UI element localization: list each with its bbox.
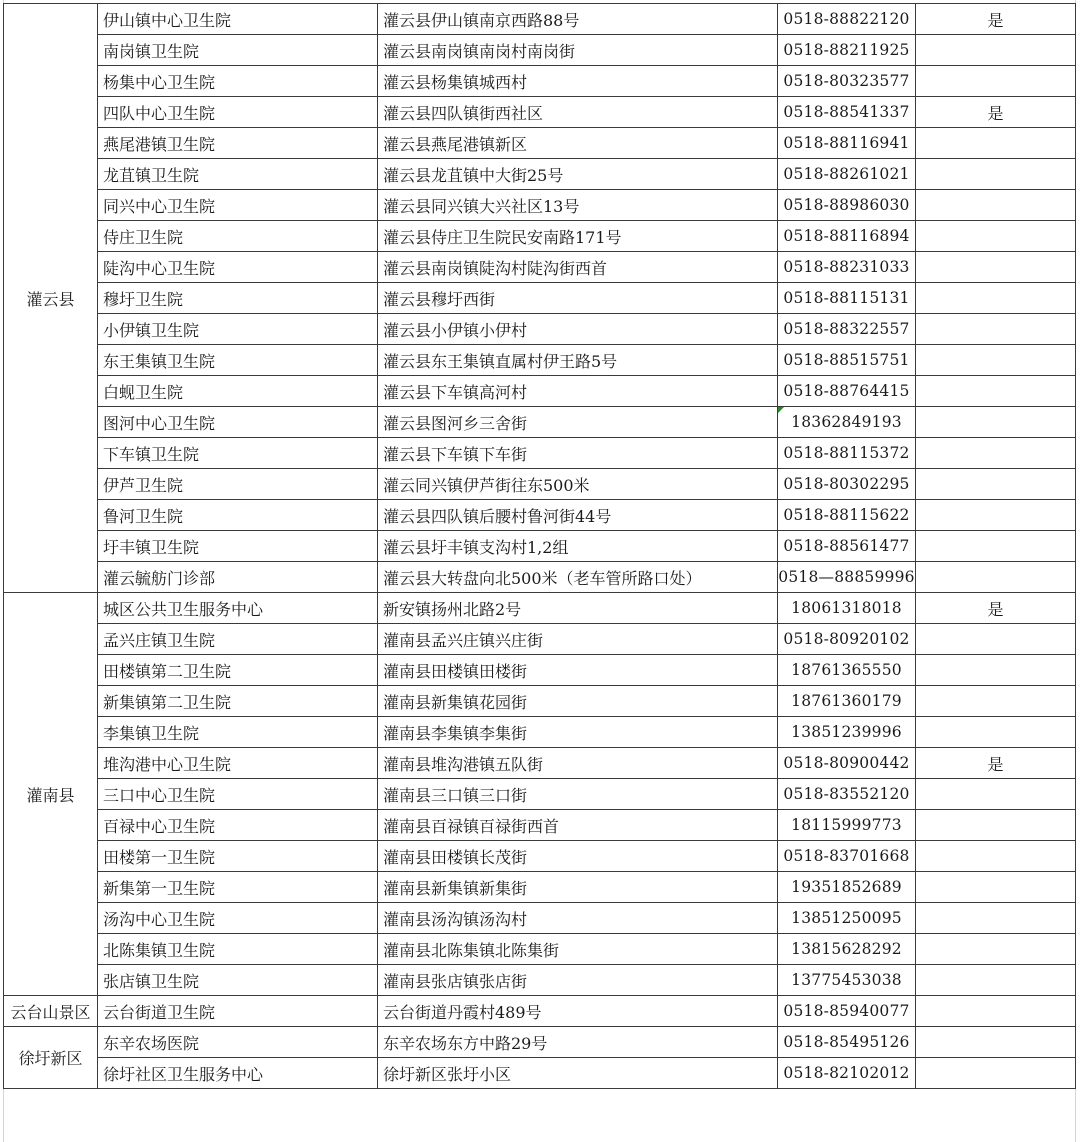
address-cell[interactable]	[378, 624, 778, 655]
clinic-name-cell-text: 白蚬卫生院	[103, 382, 184, 402]
address-cell[interactable]	[378, 500, 778, 531]
clinic-name-cell-text: 孟兴庄镇卫生院	[103, 630, 216, 650]
table-row	[4, 66, 1076, 97]
address-cell[interactable]	[378, 221, 778, 252]
address-cell-text: 灌云县下车镇下车街	[383, 444, 528, 464]
phone-cell-text: 0518-88116894	[783, 227, 910, 245]
table-row	[4, 872, 1076, 903]
table-row	[4, 655, 1076, 686]
address-cell[interactable]	[378, 376, 778, 407]
phone-cell[interactable]	[778, 593, 916, 624]
address-cell-text: 灌云县图河乡三舍街	[383, 413, 528, 433]
phone-cell[interactable]	[778, 376, 916, 407]
clinic-name-cell-text: 百禄中心卫生院	[103, 816, 216, 836]
table-row	[4, 686, 1076, 717]
clinic-name-cell-text: 龙苴镇卫生院	[103, 165, 200, 185]
designated-flag-cell[interactable]	[916, 4, 1076, 35]
address-cell-text: 灌云县四队镇后腰村鲁河街44号	[383, 506, 612, 526]
designated-flag-cell[interactable]	[916, 934, 1076, 965]
table-row	[4, 593, 1076, 624]
address-cell[interactable]	[378, 283, 778, 314]
phone-cell[interactable]	[778, 562, 916, 593]
address-cell-text: 灌南县孟兴庄镇兴庄街	[383, 630, 544, 650]
phone-cell-text: 13851250095	[791, 909, 902, 927]
phone-cell-text: 0518-88115622	[783, 506, 910, 524]
address-cell-text: 灌南县新集镇花园街	[383, 692, 528, 712]
phone-cell-text: 0518-88116941	[783, 134, 910, 152]
table-row	[4, 531, 1076, 562]
clinic-name-cell-text: 伊山镇中心卫生院	[103, 10, 232, 30]
phone-cell[interactable]	[778, 252, 916, 283]
designated-flag-cell[interactable]	[916, 841, 1076, 872]
clinic-name-cell[interactable]	[98, 841, 378, 872]
clinic-name-cell-text: 燕尾港镇卫生院	[103, 134, 216, 154]
address-cell-text: 灌云县小伊镇小伊村	[383, 320, 528, 340]
designated-flag-cell[interactable]	[916, 283, 1076, 314]
clinic-name-cell-text: 云台街道卫生院	[103, 1002, 216, 1022]
designated-flag-cell[interactable]	[916, 469, 1076, 500]
designated-flag-cell[interactable]	[916, 159, 1076, 190]
address-cell-text: 灌云县燕尾港镇新区	[383, 134, 528, 154]
table-row	[4, 314, 1076, 345]
address-cell-text: 徐圩新区张圩小区	[383, 1064, 512, 1084]
address-cell-text: 灌云县同兴镇大兴社区13号	[383, 196, 580, 216]
phone-cell-text: 18115999773	[791, 816, 902, 834]
empty-row-strip	[0, 1131, 1080, 1142]
address-cell-text: 灌南县百禄镇百禄街西首	[383, 816, 560, 836]
address-cell-text: 灌南县田楼镇长茂街	[383, 847, 528, 867]
designated-flag-cell[interactable]	[916, 221, 1076, 252]
clinic-name-cell[interactable]	[98, 996, 378, 1027]
clinic-name-cell[interactable]	[98, 686, 378, 717]
table-row	[4, 97, 1076, 128]
clinic-name-cell-text: 灌云毓舫门诊部	[103, 568, 216, 588]
clinic-name-cell-text: 侍庄卫生院	[103, 227, 184, 247]
phone-cell-text: 0518-88115131	[783, 289, 910, 307]
address-cell[interactable]	[378, 965, 778, 996]
clinic-name-cell[interactable]	[98, 655, 378, 686]
phone-cell-text: 0518-88322557	[783, 320, 910, 338]
table-row	[4, 438, 1076, 469]
address-cell[interactable]	[378, 810, 778, 841]
address-cell-text: 新安镇扬州北路2号	[383, 599, 522, 619]
phone-cell[interactable]	[778, 407, 916, 438]
phone-cell[interactable]	[778, 1027, 916, 1058]
table-row	[4, 283, 1076, 314]
clinic-name-cell-text: 下车镇卫生院	[103, 444, 200, 464]
address-cell[interactable]	[378, 469, 778, 500]
address-cell-text: 灌云县下车镇高河村	[383, 382, 528, 402]
address-cell-text: 灌南县田楼镇田楼街	[383, 661, 528, 681]
designated-flag-cell[interactable]	[916, 438, 1076, 469]
address-cell[interactable]	[378, 841, 778, 872]
phone-cell-text: 0518-80323577	[783, 72, 910, 90]
designated-flag-cell-text: 是	[987, 10, 1004, 30]
clinic-name-cell[interactable]	[98, 314, 378, 345]
phone-cell-text: 0518-88541337	[783, 103, 910, 121]
phone-cell-text: 0518—88859996	[778, 568, 915, 586]
clinic-name-cell[interactable]	[98, 903, 378, 934]
clinic-name-cell-text: 陡沟中心卫生院	[103, 258, 216, 278]
clinic-name-cell[interactable]	[98, 4, 378, 35]
phone-cell[interactable]	[778, 903, 916, 934]
designated-flag-cell[interactable]	[916, 593, 1076, 624]
clinic-name-cell[interactable]	[98, 190, 378, 221]
designated-flag-cell[interactable]	[916, 1027, 1076, 1058]
phone-cell[interactable]	[778, 128, 916, 159]
phone-cell-text: 0518-88986030	[783, 196, 910, 214]
phone-cell-text: 0518-85495126	[783, 1033, 910, 1051]
phone-cell[interactable]	[778, 283, 916, 314]
clinic-name-cell-text: 新集镇第二卫生院	[103, 692, 232, 712]
address-cell[interactable]	[378, 872, 778, 903]
clinic-name-cell-text: 鲁河卫生院	[103, 506, 184, 526]
clinic-name-cell[interactable]	[98, 934, 378, 965]
phone-cell[interactable]	[778, 35, 916, 66]
phone-cell-text: 18061318018	[791, 599, 902, 617]
clinic-name-cell[interactable]	[98, 717, 378, 748]
address-cell[interactable]	[378, 438, 778, 469]
clinic-name-cell[interactable]	[98, 97, 378, 128]
table-row	[4, 1058, 1076, 1089]
phone-cell[interactable]	[778, 686, 916, 717]
address-cell[interactable]	[378, 345, 778, 376]
clinic-name-cell[interactable]	[98, 221, 378, 252]
clinic-name-cell-text: 三口中心卫生院	[103, 785, 216, 805]
phone-cell[interactable]	[778, 624, 916, 655]
clinic-name-cell-text: 徐圩社区卫生服务中心	[103, 1064, 264, 1084]
address-cell[interactable]	[378, 903, 778, 934]
phone-cell[interactable]	[778, 314, 916, 345]
designated-flag-cell-text: 是	[987, 754, 1004, 774]
clinic-name-cell[interactable]	[98, 159, 378, 190]
address-cell[interactable]	[378, 593, 778, 624]
clinic-name-cell-text: 南岗镇卫生院	[103, 41, 200, 61]
address-cell-text: 灌南县三口镇三口街	[383, 785, 528, 805]
phone-cell-text: 0518-88515751	[783, 351, 910, 369]
phone-cell[interactable]	[778, 965, 916, 996]
designated-flag-cell[interactable]	[916, 407, 1076, 438]
phone-cell-text: 18761360179	[791, 692, 902, 710]
clinic-name-cell-text: 穆圩卫生院	[103, 289, 184, 309]
designated-flag-cell[interactable]	[916, 1058, 1076, 1089]
table-row	[4, 965, 1076, 996]
designated-flag-cell[interactable]	[916, 965, 1076, 996]
address-cell[interactable]	[378, 562, 778, 593]
address-cell[interactable]	[378, 190, 778, 221]
table-row	[4, 407, 1076, 438]
address-cell-text: 灌云县杨集镇城西村	[383, 72, 528, 92]
phone-cell[interactable]	[778, 1058, 916, 1089]
clinic-name-cell[interactable]	[98, 593, 378, 624]
phone-cell-text: 0518-82102012	[783, 1064, 910, 1082]
phone-cell-text: 19351852689	[791, 878, 902, 896]
district-cell[interactable]: 云台山景区	[4, 996, 98, 1027]
phone-cell[interactable]	[778, 345, 916, 376]
clinic-name-cell[interactable]	[98, 965, 378, 996]
phone-cell-text: 0518-88211925	[783, 41, 910, 59]
district-cell[interactable]: 灌南县	[4, 593, 98, 996]
table-row	[4, 190, 1076, 221]
clinic-name-cell[interactable]	[98, 748, 378, 779]
clinic-name-cell[interactable]	[98, 469, 378, 500]
address-cell[interactable]	[378, 159, 778, 190]
designated-flag-cell-text: 是	[987, 103, 1004, 123]
table-row	[4, 469, 1076, 500]
address-cell[interactable]	[378, 35, 778, 66]
table-row	[4, 376, 1076, 407]
table-row	[4, 841, 1076, 872]
number-as-text-warning-icon[interactable]	[778, 407, 784, 413]
phone-cell[interactable]	[778, 438, 916, 469]
phone-cell[interactable]	[778, 779, 916, 810]
clinic-name-cell[interactable]	[98, 66, 378, 97]
table-row	[4, 4, 1076, 35]
address-cell-text: 灌云县四队镇街西社区	[383, 103, 544, 123]
address-cell-text: 灌南县堆沟港镇五队街	[383, 754, 544, 774]
designated-flag-cell[interactable]	[916, 562, 1076, 593]
address-cell-text: 灌南县张店镇张店街	[383, 971, 528, 991]
address-cell[interactable]	[378, 66, 778, 97]
address-cell-text: 灌云同兴镇伊芦街往东500米	[383, 475, 590, 495]
address-cell[interactable]	[378, 1058, 778, 1089]
address-cell-text: 灌南县北陈集镇北陈集街	[383, 940, 560, 960]
table-row	[4, 221, 1076, 252]
address-cell[interactable]	[378, 1027, 778, 1058]
clinic-name-cell-text: 北陈集镇卫生院	[103, 940, 216, 960]
clinic-name-cell[interactable]	[98, 500, 378, 531]
table-row	[4, 159, 1076, 190]
phone-cell-text: 18362849193	[791, 413, 902, 431]
phone-cell[interactable]	[778, 190, 916, 221]
table-row	[4, 35, 1076, 66]
address-cell[interactable]	[378, 655, 778, 686]
table-row	[4, 252, 1076, 283]
designated-flag-cell[interactable]	[916, 345, 1076, 376]
clinic-name-cell[interactable]	[98, 531, 378, 562]
phone-cell-text: 13851239996	[791, 723, 902, 741]
clinic-name-cell[interactable]	[98, 810, 378, 841]
phone-cell[interactable]	[778, 97, 916, 128]
designated-flag-cell[interactable]	[916, 624, 1076, 655]
clinic-name-cell-text: 同兴中心卫生院	[103, 196, 216, 216]
clinic-name-cell[interactable]	[98, 872, 378, 903]
designated-flag-cell[interactable]	[916, 97, 1076, 128]
phone-cell[interactable]	[778, 469, 916, 500]
phone-cell-text: 0518-88115372	[783, 444, 910, 462]
address-cell[interactable]	[378, 996, 778, 1027]
designated-flag-cell[interactable]	[916, 66, 1076, 97]
table-row	[4, 624, 1076, 655]
address-cell-text: 灌云县穆圩西街	[383, 289, 496, 309]
clinic-name-cell-text: 李集镇卫生院	[103, 723, 200, 743]
address-cell[interactable]	[378, 97, 778, 128]
address-cell-text: 灌云县南岗镇南岗村南岗街	[383, 41, 576, 61]
phone-cell[interactable]	[778, 159, 916, 190]
clinic-name-cell[interactable]	[98, 562, 378, 593]
table-row	[4, 500, 1076, 531]
clinic-name-cell[interactable]	[98, 128, 378, 159]
designated-flag-cell-text: 是	[987, 599, 1004, 619]
phone-cell[interactable]	[778, 4, 916, 35]
clinic-name-cell-text: 伊芦卫生院	[103, 475, 184, 495]
address-cell-text: 灌云县伊山镇南京西路88号	[383, 10, 580, 30]
designated-flag-cell[interactable]	[916, 376, 1076, 407]
table-row	[4, 128, 1076, 159]
table-row	[4, 748, 1076, 779]
phone-cell[interactable]	[778, 996, 916, 1027]
phone-cell-text: 13775453038	[791, 971, 902, 989]
clinic-name-cell-text: 田楼第一卫生院	[103, 847, 216, 867]
clinic-name-cell[interactable]	[98, 624, 378, 655]
designated-flag-cell[interactable]	[916, 717, 1076, 748]
clinic-table	[3, 3, 1076, 1089]
designated-flag-cell[interactable]	[916, 903, 1076, 934]
designated-flag-cell[interactable]	[916, 531, 1076, 562]
designated-flag-cell[interactable]	[916, 996, 1076, 1027]
clinic-name-cell[interactable]	[98, 252, 378, 283]
phone-cell-text: 13815628292	[791, 940, 902, 958]
designated-flag-cell[interactable]	[916, 872, 1076, 903]
designated-flag-cell[interactable]	[916, 35, 1076, 66]
clinic-name-cell[interactable]	[98, 283, 378, 314]
address-cell-text: 灌云县大转盘向北500米（老车管所路口处）	[383, 568, 702, 588]
clinic-name-cell-text: 张店镇卫生院	[103, 971, 200, 991]
phone-cell-text: 0518-80900442	[783, 754, 910, 772]
phone-cell-text: 0518-80920102	[783, 630, 910, 648]
address-cell[interactable]	[378, 779, 778, 810]
phone-cell[interactable]	[778, 810, 916, 841]
clinic-name-cell-text: 东王集镇卫生院	[103, 351, 216, 371]
phone-cell[interactable]	[778, 841, 916, 872]
address-cell-text: 灌南县汤沟镇汤沟村	[383, 909, 528, 929]
address-cell[interactable]	[378, 407, 778, 438]
clinic-name-cell[interactable]	[98, 345, 378, 376]
clinic-name-cell-text: 城区公共卫生服务中心	[103, 599, 264, 619]
district-cell[interactable]: 徐圩新区	[4, 1027, 98, 1089]
phone-cell[interactable]	[778, 500, 916, 531]
clinic-name-cell-text: 新集第一卫生院	[103, 878, 216, 898]
designated-flag-cell[interactable]	[916, 500, 1076, 531]
phone-cell-text: 0518-80302295	[783, 475, 910, 493]
designated-flag-cell[interactable]	[916, 686, 1076, 717]
clinic-table-body	[4, 4, 1076, 1089]
designated-flag-cell[interactable]	[916, 252, 1076, 283]
address-cell[interactable]	[378, 686, 778, 717]
clinic-name-cell-text: 东辛农场医院	[103, 1033, 200, 1053]
designated-flag-cell[interactable]	[916, 748, 1076, 779]
clinic-name-cell[interactable]	[98, 35, 378, 66]
table-row	[4, 996, 1076, 1027]
designated-flag-cell[interactable]	[916, 810, 1076, 841]
phone-cell-text: 0518-83552120	[783, 785, 910, 803]
address-cell-text: 灌云县圩丰镇支沟村1,2组	[383, 537, 569, 557]
clinic-name-cell[interactable]	[98, 1027, 378, 1058]
address-cell[interactable]	[378, 531, 778, 562]
phone-cell-text: 0518-88764415	[783, 382, 910, 400]
designated-flag-cell[interactable]	[916, 655, 1076, 686]
designated-flag-cell[interactable]	[916, 128, 1076, 159]
table-row	[4, 903, 1076, 934]
clinic-name-cell-text: 田楼镇第二卫生院	[103, 661, 232, 681]
address-cell[interactable]	[378, 252, 778, 283]
clinic-name-cell-text: 汤沟中心卫生院	[103, 909, 216, 929]
clinic-name-cell-text: 堆沟港中心卫生院	[103, 754, 232, 774]
phone-cell-text: 0518-85940077	[783, 1002, 910, 1020]
clinic-name-cell[interactable]	[98, 1058, 378, 1089]
clinic-name-cell-text: 四队中心卫生院	[103, 103, 216, 123]
table-row	[4, 1027, 1076, 1058]
table-row	[4, 562, 1076, 593]
phone-cell[interactable]	[778, 655, 916, 686]
table-row	[4, 717, 1076, 748]
clinic-name-cell[interactable]	[98, 407, 378, 438]
clinic-name-cell[interactable]	[98, 779, 378, 810]
table-row	[4, 810, 1076, 841]
table-row	[4, 779, 1076, 810]
address-cell-text: 灌南县新集镇新集街	[383, 878, 528, 898]
phone-cell-text: 0518-88261021	[783, 165, 910, 183]
phone-cell[interactable]	[778, 934, 916, 965]
address-cell[interactable]	[378, 128, 778, 159]
address-cell[interactable]	[378, 748, 778, 779]
phone-cell[interactable]	[778, 221, 916, 252]
clinic-name-cell-text: 图河中心卫生院	[103, 413, 216, 433]
table-row	[4, 934, 1076, 965]
district-cell[interactable]: 灌云县	[4, 4, 98, 593]
phone-cell-text: 0518-88822120	[783, 10, 910, 28]
address-cell-text: 东辛农场东方中路29号	[383, 1033, 548, 1053]
address-cell-text: 灌云县东王集镇直属村伊王路5号	[383, 351, 618, 371]
address-cell-text: 灌南县李集镇李集街	[383, 723, 528, 743]
phone-cell[interactable]	[778, 66, 916, 97]
phone-cell[interactable]	[778, 717, 916, 748]
clinic-name-cell-text: 圩丰镇卫生院	[103, 537, 200, 557]
clinic-name-cell-text: 杨集中心卫生院	[103, 72, 216, 92]
designated-flag-cell[interactable]	[916, 190, 1076, 221]
phone-cell-text: 18761365550	[791, 661, 902, 679]
phone-cell[interactable]	[778, 531, 916, 562]
designated-flag-cell[interactable]	[916, 314, 1076, 345]
address-cell-text: 灌云县南岗镇陡沟村陡沟街西首	[383, 258, 608, 278]
table-row	[4, 345, 1076, 376]
address-cell-text: 灌云县龙苴镇中大街25号	[383, 165, 564, 185]
phone-cell-text: 0518-88231033	[783, 258, 910, 276]
phone-cell-text: 0518-88561477	[783, 537, 910, 555]
clinic-name-cell[interactable]	[98, 438, 378, 469]
address-cell[interactable]	[378, 934, 778, 965]
designated-flag-cell[interactable]	[916, 779, 1076, 810]
address-cell[interactable]	[378, 314, 778, 345]
address-cell-text: 云台街道丹霞村489号	[383, 1002, 542, 1022]
phone-cell[interactable]	[778, 872, 916, 903]
clinic-name-cell[interactable]	[98, 376, 378, 407]
address-cell[interactable]	[378, 717, 778, 748]
address-cell[interactable]	[378, 4, 778, 35]
clinic-name-cell-text: 小伊镇卫生院	[103, 320, 200, 340]
address-cell-text: 灌云县侍庄卫生院民安南路171号	[383, 227, 622, 247]
phone-cell-text: 0518-83701668	[783, 847, 910, 865]
phone-cell[interactable]	[778, 748, 916, 779]
